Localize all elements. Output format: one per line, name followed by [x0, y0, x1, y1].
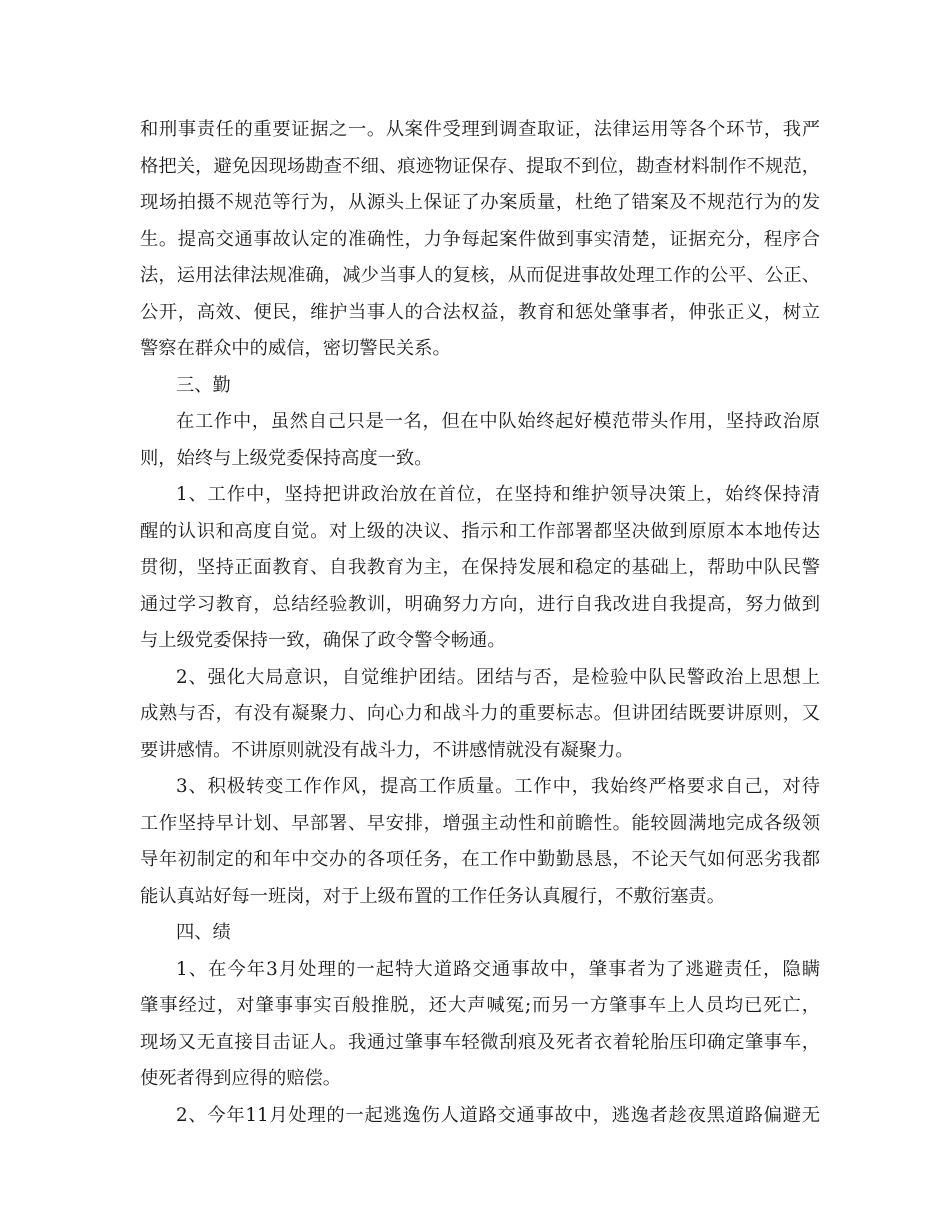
- text-line: 2、强化大局意识，自觉维护团结。团结与否，是检验中队民警政治上思想上: [176, 666, 820, 688]
- text-line: 现场又无直接目击证人。我通过肇事车轻微刮痕及死者衣着轮胎压印确定肇事车，: [140, 1031, 820, 1053]
- text-line: 在工作中，虽然自己只是一名，但在中队始终起好模范带头作用，坚持政治原: [176, 411, 820, 432]
- text-line: 肇事经过，对肇事事实百般推脱，还大声喊冤;而另一方肇事车上人员均已死亡，: [140, 995, 820, 1016]
- text-line: 法，运用法律法规准确，减少当事人的复核，从而促进事故处理工作的公平、公正、: [140, 265, 820, 286]
- section-heading: 四、绩: [176, 922, 231, 943]
- text-line: 通过学习教育，总结经验教训，明确努力方向，进行自我改进自我提高，努力做到: [140, 593, 820, 615]
- text-line: 醒的认识和高度自觉。对上级的决议、指示和工作部署都坚决做到原原本本地传达: [140, 520, 820, 542]
- text-line: 使死者得到应得的赔偿。: [140, 1068, 342, 1089]
- text-line: 贯彻，坚持正面教育、自我教育为主，在保持发展和稳定的基础上，帮助中队民警: [140, 557, 820, 578]
- text-line: 1、工作中，坚持把讲政治放在首位，在坚持和维护领导决策上，始终保持清: [176, 484, 820, 505]
- text-line: 则，始终与上级党委保持高度一致。: [140, 447, 433, 469]
- text-line: 生。提高交通事故认定的准确性，力争每起案件做到事实清楚，证据充分，程序合: [140, 228, 820, 250]
- text-line: 成熟与否，有没有凝聚力、向心力和战斗力的重要标志。但讲团结既要讲原则，又: [140, 703, 820, 724]
- text-line: 公开，高效、便民，维护当事人的合法权益，教育和惩处肇事者，伸张正义，树立: [140, 301, 820, 323]
- text-line: 能认真站好每一班岗，对于上级布置的工作任务认真履行，不敷衍塞责。: [140, 885, 725, 907]
- text-line: 警察在群众中的威信，密切警民关系。: [140, 338, 451, 359]
- text-line: 1、在今年3月处理的一起特大道路交通事故中，肇事者为了逃避责任，隐瞒: [176, 958, 820, 980]
- text-line: 和刑事责任的重要证据之一。从案件受理到调查取证，法律运用等各个环节，我严: [140, 119, 820, 140]
- section-heading: 三、勤: [176, 374, 231, 396]
- text-line: 要讲感情。不讲原则就没有战斗力，不讲感情就没有凝聚力。: [140, 739, 634, 761]
- text-line: 3、积极转变工作作风，提高工作质量。工作中，我始终严格要求自己，对待: [176, 776, 820, 797]
- text-line: 与上级党委保持一致，确保了政令警令畅通。: [140, 630, 506, 651]
- text-line: 导年初制定的和年中交办的各项任务，在工作中勤勤恳恳，不论天气如何恶劣我都: [140, 849, 820, 870]
- text-line: 工作坚持早计划、早部署、早安排，增强主动性和前瞻性。能较圆满地完成各级领: [140, 812, 820, 834]
- text-line: 2、今年11月处理的一起逃逸伤人道路交通事故中，逃逸者趁夜黑道路偏避无: [176, 1104, 820, 1126]
- text-line: 现场拍摄不规范等行为，从源头上保证了办案质量，杜绝了错案及不规范行为的发: [140, 192, 820, 213]
- text-line: 格把关，避免因现场勘查不细、痕迹物证保存、提取不到位，勘查材料制作不规范，: [140, 155, 820, 177]
